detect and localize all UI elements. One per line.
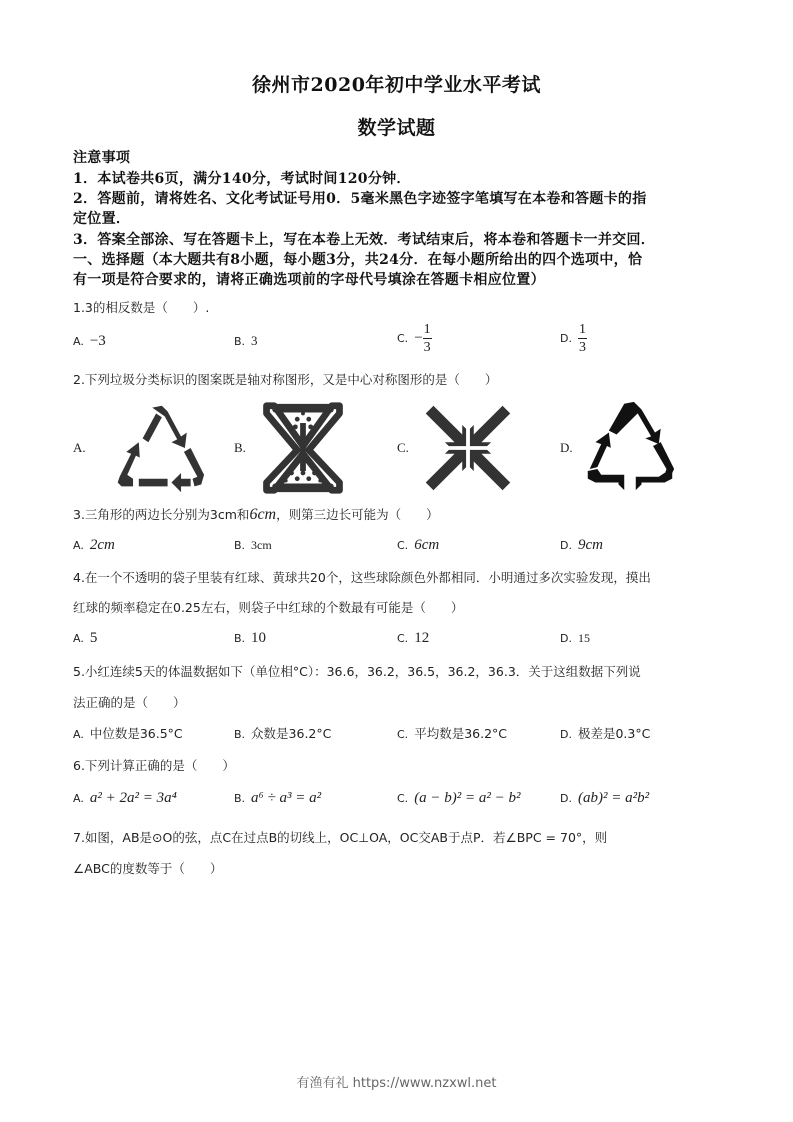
q2-option-a-label: A. [73,440,86,455]
q5-option-b: B. 众数是36.2°C [234,726,332,741]
four-arrows-inward-icon [420,400,516,496]
notice-item-3: 3．答案全部涂、写在答题卡上，写在本卷上无效．考试结束后，将本卷和答题卡一并交回． [73,232,656,248]
notice-item-2: 2．答题前，请将姓名、文化考试证号用0．5毫米黑色字迹签字笔填写在本卷和答题卡的指 [73,191,647,207]
option-label: B. [234,335,246,348]
question-4-stem-line1: 4.在一个不透明的袋子里装有红球、黄球共20个，这些球除颜色外都相同．小明通过多次实验发现，摸出 [73,570,651,585]
q5-option-c: C. 平均数是36.2°C [397,726,507,741]
recycle-triangle-icon [110,400,206,496]
q1-option-b: B. 3 [234,333,258,348]
q3-option-a: A. 2cm [73,537,115,553]
q3-option-d: D. 9cm [560,537,603,553]
question-3-stem: 3.三角形的两边长分别为3cm和6cm，则第三边长可能为（ ） [73,506,439,523]
section-heading-line1: 一、选择题（本大题共有8小题，每小题3分，共24分．在每小题所给出的四个选项中，恰 [73,252,643,268]
fraction: $\frac{1}{3}$ [578,322,586,355]
section-heading-line2: 有一项是符合要求的，请将正确选项前的字母代号填涂在答题卡相应位置） [73,272,545,288]
question-6-stem: 6.下列计算正确的是（ ） [73,758,235,773]
question-4-stem-line2: 红球的频率稳定在0.25左右，则袋子中红球的个数最有可能是（ ） [73,600,464,615]
option-label: A. [73,335,84,348]
question-2-stem: 2.下列垃圾分类标识的图案既是轴对称图形，又是中心对称图形的是（ ） [73,372,498,387]
fraction: $\frac{1}{3}$ [423,322,431,355]
q2-option-b-label: B. [234,440,246,455]
q3-option-b: B. 3cm [234,538,272,552]
q6-option-b: B. a⁶ ÷ a³ = a² [234,790,322,806]
q5-option-a: A. 中位数是36.5°C [73,726,183,741]
recycle-tree-icon [582,398,678,494]
notice-heading: 注意事项 [73,150,131,166]
question-5-stem-line1: 5.小红连续5天的体温数据如下（单位相°C）：36.6，36.2，36.5，36.2，36.3．关于这组数据下列说 [73,664,641,679]
question-1-stem: 1.3的相反数是（ ）. [73,300,210,315]
notice-item-1: 1．本试卷共6页，满分140分，考试时间120分钟． [73,171,411,187]
q6-option-c: C. (a − b)² = a² − b² [397,790,521,806]
question-5-stem-line2: 法正确的是（ ） [73,695,186,710]
q5-option-d: D. 极差是0.3°C [560,726,651,741]
q1-option-c: C. − $\frac{1}{3}$ [397,322,431,355]
hourglass-icon [255,400,351,496]
q4-option-c: C. 12 [397,630,430,646]
q2-option-c-label: C. [397,440,409,455]
exam-title: 徐州市2020年初中学业水平考试 [252,74,541,96]
option-label: C. [397,332,409,345]
notice-item-2-cont: 定位置． [73,211,131,227]
q6-option-d: D. (ab)² = a²b² [560,790,650,806]
option-label: D. [560,332,572,345]
question-7-stem-line2: ∠ABC的度数等于（ ） [73,861,223,876]
question-7-stem-line1: 7.如图，AB是⊙O的弦，点C在过点B的切线上，OC⊥OA，OC交AB于点P．若∠BPC = 70°，则 [73,830,608,845]
footer-watermark: 有渔有礼 https://www.nzxwl.net [296,1076,497,1091]
q4-option-b: B. 10 [234,630,267,646]
q1-option-d [560,322,587,355]
q4-option-a: A. 5 [73,630,98,646]
q1-option-a: A. −3 [73,333,106,349]
q4-option-d: D. 15 [560,631,590,645]
q2-option-d-label: D. [560,440,573,455]
q6-option-a: A. a² + 2a² = 3a⁴ [73,790,177,806]
q3-option-c: C. 6cm [397,537,440,553]
exam-subtitle: 数学试题 [357,117,436,139]
